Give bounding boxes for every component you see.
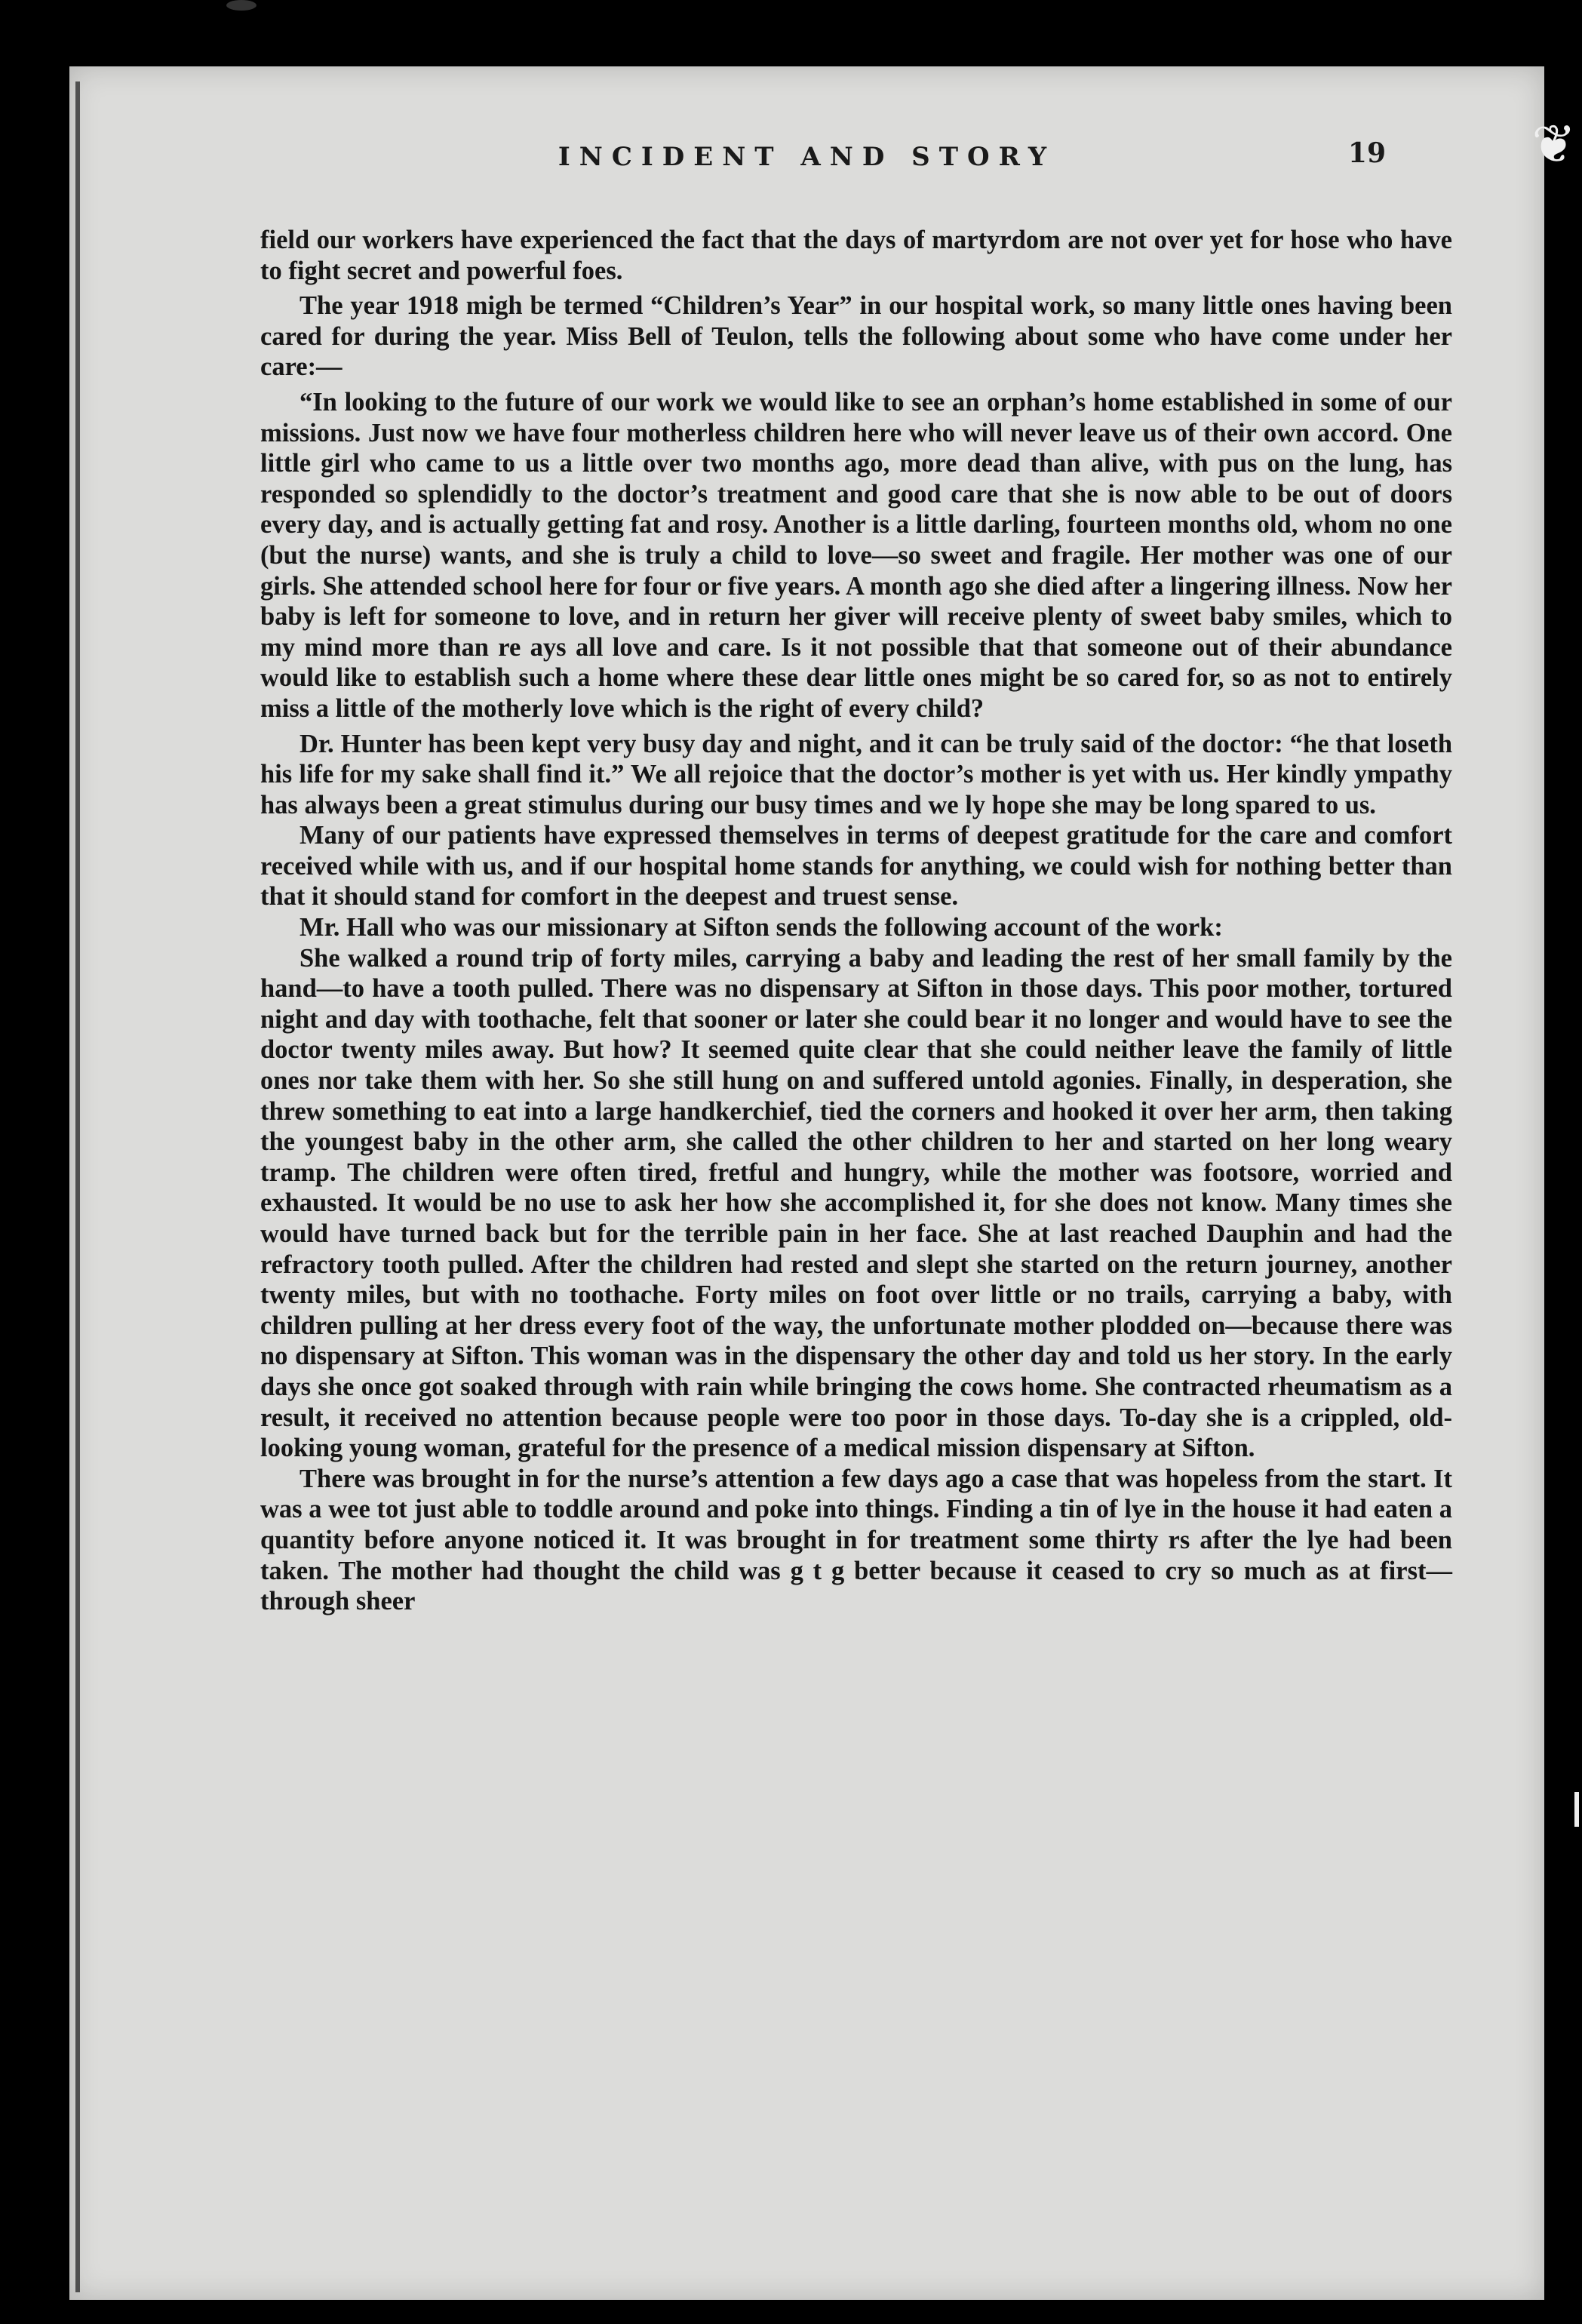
paragraph-4: Dr. Hunter has been kept very busy day and night, and it can be truly said of the doctor: “he that loseth his life for my sake shall find it.” We all rejoice that the doctor’s mother is yet with us. Her kindly ympathy has always been a great stimulus during our busy times and we ly hope she may be long spared to us. (260, 729, 1452, 819)
paragraph-2: The year 1918 migh be termed “Children’s Year” in our hospital work, so many little ones having been cared for during the year. Miss Bell of Teulon, tells the following about some who have come under her care:— (260, 291, 1452, 382)
page-fold-line (75, 81, 80, 2292)
book-page (69, 66, 1544, 2300)
scan-smudge (226, 0, 256, 11)
edge-tick-mark (1574, 1792, 1579, 1827)
page-number: 19 (1347, 137, 1386, 169)
paragraph-5: Many of our patients have expressed themselves in terms of deepest gratitude for the care and comfort received while with us, and if our hospital home stands for anything, we could wish for nothing better than that it should stand for comfort in the deepest and truest sense. (260, 821, 1452, 911)
running-title: INCIDENT AND STORY (558, 142, 1056, 172)
body-text (260, 225, 1452, 1617)
edge-mark-glyph: ❦ (1531, 113, 1576, 175)
paragraph-7: She walked a round trip of forty miles, carrying a baby and leading the rest of her small family by the hand—to have a tooth pulled. There was no dispensary at Sifton in those days. This poor mother, tortured night and day with toothache, felt that sooner or later she could bear it no longer and would have to see the doctor twenty miles away. But how? It seemed quite clear that she could neither leave the family of little ones nor take them with her. So she still hung on and suffered untold agonies. Finally, in desperation, she threw something to eat into a large handkerchief, tied the corners and hooked it over her arm, then taking the youngest baby in the other arm, she called the other children to her and started on her long weary tramp. The children were often tired, fretful and hungry, while the mother was footsore, worried and exhausted. It would be no use to ask her how she accomplished it, for she does not know. Many times she would have turned back but for the terrible pain in her face. She at last reached Dauphin and had the refractory tooth pulled. After the children had rested and slept she started on the return journey, another twenty miles, but with no toothache. Forty miles on foot over little or no trails, carrying a baby, with children pulling at her dress every foot of the way, the unfortunate mother plodded on—because there was no dispensary at Sifton. This woman was in the dispensary the other day and told us her story. In the early days she once got soaked through with rain while bringing the cows home. She contracted rheumatism as a result, it received no attention because people were too poor in those days. To-day she is a crippled, old-looking young woman, grateful for the presence of a medical mission dispensary at Sifton. (260, 943, 1452, 1463)
paragraph-1: field our workers have experienced the fact that the days of martyrdom are not over yet for hose who have to fight secret and powerful foes. (260, 226, 1452, 285)
paragraph-6: Mr. Hall who was our missionary at Sifton sends the following account of the work: (300, 913, 1223, 942)
paragraph-3: “In looking to the future of our work we would like to see an orphan’s home established in some of our missions. Just now we have four motherless children here who will never leave us of their own accord. One little girl who came to us a little over two months ago, more dead than alive, with pus on the lung, has responded so splendidly to the doctor’s treatment and good care that she is now able to be out of doors every day, and is actually getting fat and rosy. Another is a little darling, fourteen months old, whom no one (but the nurse) wants, and she is truly a child to love—so sweet and fragile. Her mother was one of our girls. She attended school here for four or five years. A month ago she died after a lingering illness. Now her baby is left for someone to love, and in return her giver will receive plenty of sweet baby smiles, which to my mind more than re ays all love and care. Is it not possible that that someone out of their abundance would like to establish such a home where these dear little ones might be so cared for, so as not to entirely miss a little of the motherly love which is the right of every child? (260, 387, 1452, 723)
paragraph-8: There was brought in for the nurse’s attention a few days ago a case that was hopeless from the start. It was a wee tot just able to toddle around and poke into things. Finding a tin of lye in the house it had eaten a quantity before anyone noticed it. It was brought in for treatment some thirty rs after the lye had been taken. The mother had thought the child was g t g better because it ceased to cry so much as at first—through sheer (260, 1464, 1452, 1616)
